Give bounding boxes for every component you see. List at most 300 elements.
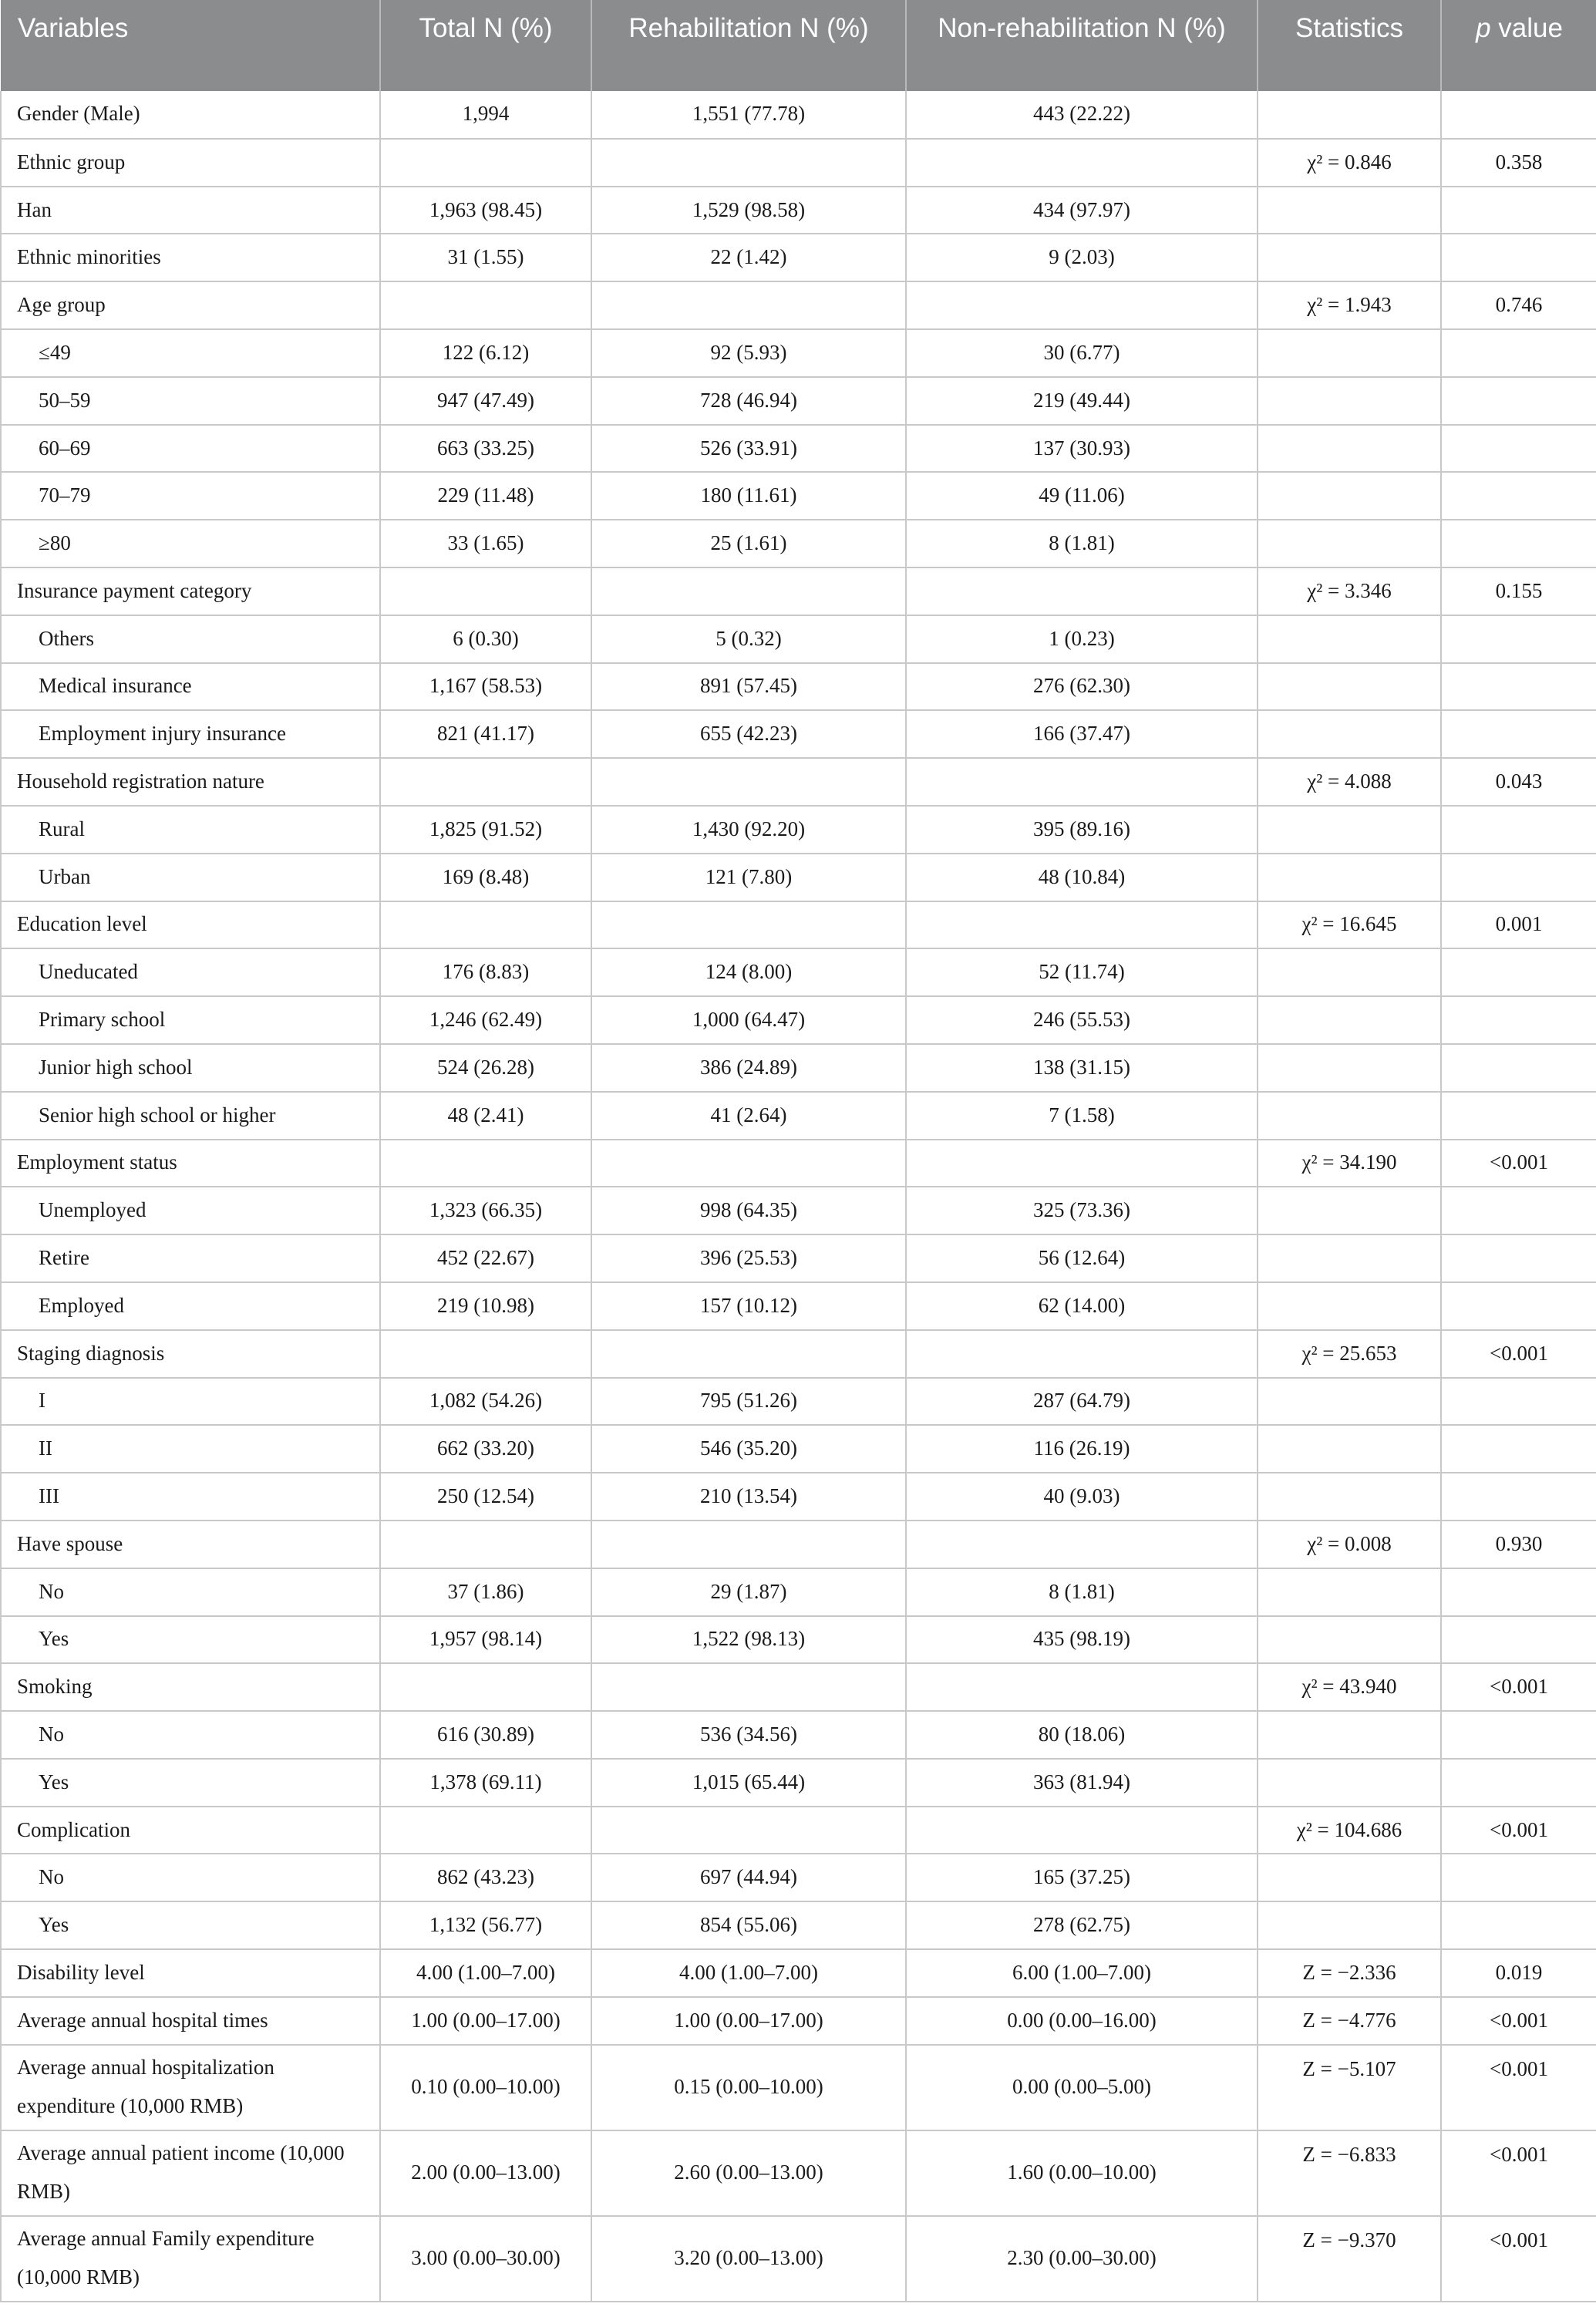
cell-non-rehabilitation: 62 (14.00)	[906, 1282, 1258, 1330]
cell-non-rehabilitation: 8 (1.81)	[906, 1568, 1258, 1616]
cell-variable: Uneducated	[1, 948, 380, 996]
cell-statistics	[1258, 663, 1441, 711]
cell-p-value: 0.930	[1441, 1521, 1596, 1568]
cell-statistics	[1258, 187, 1441, 234]
cell-variable: Senior high school or higher	[1, 1092, 380, 1140]
cell-p-value	[1441, 234, 1596, 281]
cell-rehabilitation: 998 (64.35)	[591, 1187, 906, 1234]
table-row	[1, 854, 1596, 901]
cell-statistics: χ² = 43.940	[1258, 1663, 1441, 1711]
header-rehabilitation: Rehabilitation N (%)	[591, 0, 906, 91]
cell-rehabilitation: 655 (42.23)	[591, 710, 906, 758]
cell-variable: Yes	[1, 1901, 380, 1949]
cell-non-rehabilitation	[906, 901, 1258, 949]
cell-total: 1.00 (0.00–17.00)	[380, 1997, 591, 2045]
table-row	[1, 1378, 1596, 1426]
cell-p-value: <0.001	[1441, 1140, 1596, 1187]
cell-statistics: Z = −9.370	[1258, 2216, 1441, 2302]
cell-non-rehabilitation: 165 (37.25)	[906, 1854, 1258, 1901]
cell-variable: Ethnic group	[1, 139, 380, 187]
cell-rehabilitation: 4.00 (1.00–7.00)	[591, 1949, 906, 1997]
cell-statistics	[1258, 234, 1441, 281]
cell-statistics	[1258, 806, 1441, 854]
cell-rehabilitation: 3.20 (0.00–13.00)	[591, 2216, 906, 2302]
cell-variable: Average annual hospital times	[1, 1997, 380, 2045]
cell-total: 662 (33.20)	[380, 1425, 591, 1473]
cell-total: 229 (11.48)	[380, 472, 591, 520]
cell-statistics	[1258, 1616, 1441, 1664]
cell-non-rehabilitation: 246 (55.53)	[906, 996, 1258, 1044]
table-row	[1, 1711, 1596, 1759]
cell-rehabilitation	[591, 139, 906, 187]
table-row	[1, 663, 1596, 711]
cell-p-value: 0.001	[1441, 901, 1596, 949]
cell-rehabilitation: 1,430 (92.20)	[591, 806, 906, 854]
cell-non-rehabilitation: 30 (6.77)	[906, 329, 1258, 377]
cell-variable: Staging diagnosis	[1, 1330, 380, 1378]
cell-statistics	[1258, 710, 1441, 758]
cell-variable: Age group	[1, 281, 380, 329]
cell-total: 250 (12.54)	[380, 1473, 591, 1521]
cell-p-value: 0.043	[1441, 758, 1596, 806]
cell-statistics	[1258, 1425, 1441, 1473]
cell-statistics	[1258, 1568, 1441, 1616]
cell-total: 2.00 (0.00–13.00)	[380, 2130, 591, 2216]
cell-total: 0.10 (0.00–10.00)	[380, 2045, 591, 2130]
cell-statistics: χ² = 0.008	[1258, 1521, 1441, 1568]
cell-total: 1,323 (66.35)	[380, 1187, 591, 1234]
table-row	[1, 901, 1596, 949]
cell-variable: Gender (Male)	[1, 91, 380, 139]
cell-total: 176 (8.83)	[380, 948, 591, 996]
cell-non-rehabilitation	[906, 758, 1258, 806]
cell-statistics	[1258, 1282, 1441, 1330]
header-p-value-text: p value	[1476, 13, 1563, 43]
cell-non-rehabilitation	[906, 139, 1258, 187]
cell-non-rehabilitation: 434 (97.97)	[906, 187, 1258, 234]
cell-rehabilitation: 1,000 (64.47)	[591, 996, 906, 1044]
cell-rehabilitation: 728 (46.94)	[591, 377, 906, 425]
cell-non-rehabilitation	[906, 1140, 1258, 1187]
header-row	[1, 0, 1596, 91]
cell-non-rehabilitation: 363 (81.94)	[906, 1759, 1258, 1807]
cell-p-value	[1441, 1568, 1596, 1616]
cell-variable: Junior high school	[1, 1044, 380, 1092]
cell-variable: II	[1, 1425, 380, 1473]
cell-total: 31 (1.55)	[380, 234, 591, 281]
cell-variable: No	[1, 1568, 380, 1616]
cell-variable: Unemployed	[1, 1187, 380, 1234]
cell-statistics	[1258, 1854, 1441, 1901]
cell-p-value	[1441, 1425, 1596, 1473]
cell-variable: Yes	[1, 1616, 380, 1664]
cell-total	[380, 567, 591, 615]
cell-non-rehabilitation: 278 (62.75)	[906, 1901, 1258, 1949]
cell-total: 1,082 (54.26)	[380, 1378, 591, 1426]
cell-statistics	[1258, 996, 1441, 1044]
cell-rehabilitation	[591, 1140, 906, 1187]
cell-total: 169 (8.48)	[380, 854, 591, 901]
cell-p-value	[1441, 1901, 1596, 1949]
cell-p-value: <0.001	[1441, 2045, 1596, 2130]
cell-statistics: χ² = 34.190	[1258, 1140, 1441, 1187]
table-row	[1, 1473, 1596, 1521]
cell-variable: Smoking	[1, 1663, 380, 1711]
cell-p-value	[1441, 1044, 1596, 1092]
cell-statistics	[1258, 1473, 1441, 1521]
cell-total: 862 (43.23)	[380, 1854, 591, 1901]
cell-p-value: 0.155	[1441, 567, 1596, 615]
cell-total: 122 (6.12)	[380, 329, 591, 377]
cell-statistics	[1258, 1092, 1441, 1140]
cell-p-value	[1441, 329, 1596, 377]
cell-non-rehabilitation	[906, 1330, 1258, 1378]
cell-total	[380, 901, 591, 949]
table-row	[1, 1282, 1596, 1330]
cell-variable: Primary school	[1, 996, 380, 1044]
cell-non-rehabilitation: 0.00 (0.00–5.00)	[906, 2045, 1258, 2130]
table-row	[1, 1949, 1596, 1997]
cell-rehabilitation: 697 (44.94)	[591, 1854, 906, 1901]
cell-non-rehabilitation: 1 (0.23)	[906, 615, 1258, 663]
cell-total: 33 (1.65)	[380, 520, 591, 567]
cell-non-rehabilitation: 0.00 (0.00–16.00)	[906, 1997, 1258, 2045]
cell-non-rehabilitation: 2.30 (0.00–30.00)	[906, 2216, 1258, 2302]
cell-variable: Urban	[1, 854, 380, 901]
cell-statistics: Z = −6.833	[1258, 2130, 1441, 2216]
cell-non-rehabilitation: 1.60 (0.00–10.00)	[906, 2130, 1258, 2216]
cell-non-rehabilitation	[906, 1521, 1258, 1568]
table-row	[1, 1663, 1596, 1711]
cell-non-rehabilitation: 138 (31.15)	[906, 1044, 1258, 1092]
cell-non-rehabilitation: 9 (2.03)	[906, 234, 1258, 281]
table-row	[1, 1616, 1596, 1664]
cell-p-value	[1441, 996, 1596, 1044]
cell-variable: No	[1, 1854, 380, 1901]
cell-p-value	[1441, 1187, 1596, 1234]
cell-non-rehabilitation: 49 (11.06)	[906, 472, 1258, 520]
cell-variable: ≥80	[1, 520, 380, 567]
cell-p-value: <0.001	[1441, 2130, 1596, 2216]
cell-statistics	[1258, 1187, 1441, 1234]
cell-p-value	[1441, 1616, 1596, 1664]
cell-rehabilitation: 180 (11.61)	[591, 472, 906, 520]
cell-total	[380, 1663, 591, 1711]
cell-non-rehabilitation: 443 (22.22)	[906, 91, 1258, 139]
table-row	[1, 1330, 1596, 1378]
cell-rehabilitation: 0.15 (0.00–10.00)	[591, 2045, 906, 2130]
cell-variable: Han	[1, 187, 380, 234]
table-row	[1, 1807, 1596, 1854]
cell-total: 1,994	[380, 91, 591, 139]
cell-non-rehabilitation: 137 (30.93)	[906, 425, 1258, 473]
cell-rehabilitation: 1.00 (0.00–17.00)	[591, 1997, 906, 2045]
cell-variable: Average annual hospitalization expenditure (10,000 RMB)	[1, 2045, 380, 2130]
cell-total	[380, 1521, 591, 1568]
cell-statistics: Z = −4.776	[1258, 1997, 1441, 2045]
cell-non-rehabilitation: 40 (9.03)	[906, 1473, 1258, 1521]
cell-statistics: χ² = 3.346	[1258, 567, 1441, 615]
table-row	[1, 520, 1596, 567]
cell-variable: Ethnic minorities	[1, 234, 380, 281]
cell-variable: Complication	[1, 1807, 380, 1854]
cell-non-rehabilitation: 80 (18.06)	[906, 1711, 1258, 1759]
table-row	[1, 1759, 1596, 1807]
table-row	[1, 1854, 1596, 1901]
cell-rehabilitation	[591, 901, 906, 949]
cell-non-rehabilitation: 6.00 (1.00–7.00)	[906, 1949, 1258, 1997]
cell-statistics: χ² = 104.686	[1258, 1807, 1441, 1854]
cell-statistics: χ² = 4.088	[1258, 758, 1441, 806]
table-row	[1, 2045, 1596, 2130]
cell-statistics: χ² = 16.645	[1258, 901, 1441, 949]
cell-p-value	[1441, 1711, 1596, 1759]
cell-variable: Medical insurance	[1, 663, 380, 711]
cell-total: 452 (22.67)	[380, 1234, 591, 1282]
cell-p-value	[1441, 710, 1596, 758]
cell-non-rehabilitation: 166 (37.47)	[906, 710, 1258, 758]
cell-non-rehabilitation: 435 (98.19)	[906, 1616, 1258, 1664]
cell-non-rehabilitation	[906, 1663, 1258, 1711]
table-row	[1, 996, 1596, 1044]
table-row	[1, 139, 1596, 187]
cell-rehabilitation	[591, 1521, 906, 1568]
cell-total: 663 (33.25)	[380, 425, 591, 473]
cell-variable: Employed	[1, 1282, 380, 1330]
cell-rehabilitation: 41 (2.64)	[591, 1092, 906, 1140]
cell-total	[380, 1330, 591, 1378]
cell-statistics	[1258, 1901, 1441, 1949]
table-row	[1, 615, 1596, 663]
cell-total: 616 (30.89)	[380, 1711, 591, 1759]
table-row	[1, 91, 1596, 139]
table-row	[1, 710, 1596, 758]
cell-non-rehabilitation	[906, 281, 1258, 329]
cell-non-rehabilitation: 52 (11.74)	[906, 948, 1258, 996]
table-row	[1, 187, 1596, 234]
cell-p-value	[1441, 1234, 1596, 1282]
table-row	[1, 1997, 1596, 2045]
cell-non-rehabilitation	[906, 1807, 1258, 1854]
cell-rehabilitation: 29 (1.87)	[591, 1568, 906, 1616]
table-row	[1, 1044, 1596, 1092]
header-statistics: Statistics	[1258, 0, 1441, 91]
cell-statistics	[1258, 329, 1441, 377]
cell-variable: Retire	[1, 1234, 380, 1282]
cell-total: 1,132 (56.77)	[380, 1901, 591, 1949]
cell-rehabilitation: 536 (34.56)	[591, 1711, 906, 1759]
cell-non-rehabilitation: 8 (1.81)	[906, 520, 1258, 567]
cell-variable: Household registration nature	[1, 758, 380, 806]
cell-rehabilitation: 1,522 (98.13)	[591, 1616, 906, 1664]
cell-p-value: <0.001	[1441, 1997, 1596, 2045]
cell-statistics: Z = −2.336	[1258, 1949, 1441, 1997]
cell-total: 1,378 (69.11)	[380, 1759, 591, 1807]
cell-non-rehabilitation: 116 (26.19)	[906, 1425, 1258, 1473]
cell-p-value	[1441, 425, 1596, 473]
cell-p-value: <0.001	[1441, 1807, 1596, 1854]
cell-total: 821 (41.17)	[380, 710, 591, 758]
cell-rehabilitation	[591, 758, 906, 806]
cell-variable: No	[1, 1711, 380, 1759]
cell-variable: Yes	[1, 1759, 380, 1807]
table-row	[1, 1187, 1596, 1234]
cell-p-value	[1441, 1473, 1596, 1521]
cell-total	[380, 1140, 591, 1187]
cell-total: 48 (2.41)	[380, 1092, 591, 1140]
cell-p-value	[1441, 1092, 1596, 1140]
cell-rehabilitation: 22 (1.42)	[591, 234, 906, 281]
table-row	[1, 758, 1596, 806]
cell-variable: Have spouse	[1, 1521, 380, 1568]
table-row	[1, 567, 1596, 615]
cell-p-value: <0.001	[1441, 1330, 1596, 1378]
cell-variable: Others	[1, 615, 380, 663]
table-row	[1, 472, 1596, 520]
cell-variable: ≤49	[1, 329, 380, 377]
cell-statistics	[1258, 1378, 1441, 1426]
table-row	[1, 1140, 1596, 1187]
cell-p-value	[1441, 663, 1596, 711]
table-header	[1, 0, 1596, 91]
cell-rehabilitation: 25 (1.61)	[591, 520, 906, 567]
cell-statistics	[1258, 425, 1441, 473]
cell-total: 219 (10.98)	[380, 1282, 591, 1330]
cell-variable: Education level	[1, 901, 380, 949]
cell-non-rehabilitation: 325 (73.36)	[906, 1187, 1258, 1234]
cell-statistics: χ² = 25.653	[1258, 1330, 1441, 1378]
cell-p-value	[1441, 854, 1596, 901]
table-row	[1, 1568, 1596, 1616]
cell-p-value	[1441, 472, 1596, 520]
header-total: Total N (%)	[380, 0, 591, 91]
table-row	[1, 2130, 1596, 2216]
cell-p-value	[1441, 187, 1596, 234]
cell-rehabilitation	[591, 1330, 906, 1378]
cell-variable: Employment status	[1, 1140, 380, 1187]
cell-rehabilitation	[591, 1663, 906, 1711]
cell-p-value	[1441, 91, 1596, 139]
cell-rehabilitation: 157 (10.12)	[591, 1282, 906, 1330]
cell-total: 1,167 (58.53)	[380, 663, 591, 711]
cell-variable: 70–79	[1, 472, 380, 520]
cell-total: 6 (0.30)	[380, 615, 591, 663]
table-row	[1, 1234, 1596, 1282]
cell-rehabilitation: 546 (35.20)	[591, 1425, 906, 1473]
cell-p-value	[1441, 377, 1596, 425]
cell-p-value	[1441, 948, 1596, 996]
cell-rehabilitation	[591, 281, 906, 329]
cell-statistics: Z = −5.107	[1258, 2045, 1441, 2130]
table-row	[1, 1092, 1596, 1140]
cell-rehabilitation: 210 (13.54)	[591, 1473, 906, 1521]
cell-statistics	[1258, 615, 1441, 663]
cell-statistics: χ² = 0.846	[1258, 139, 1441, 187]
cell-variable: Disability level	[1, 1949, 380, 1997]
cell-rehabilitation: 891 (57.45)	[591, 663, 906, 711]
cell-statistics	[1258, 1711, 1441, 1759]
cell-variable: Average annual patient income (10,000 RMB)	[1, 2130, 380, 2216]
cell-p-value: <0.001	[1441, 2216, 1596, 2302]
cell-non-rehabilitation: 287 (64.79)	[906, 1378, 1258, 1426]
cell-rehabilitation: 854 (55.06)	[591, 1901, 906, 1949]
cell-p-value	[1441, 1854, 1596, 1901]
table-row	[1, 329, 1596, 377]
cell-variable: Average annual Family expenditure (10,000 RMB)	[1, 2216, 380, 2302]
cell-variable: Insurance payment category	[1, 567, 380, 615]
cell-variable: III	[1, 1473, 380, 1521]
cell-non-rehabilitation: 219 (49.44)	[906, 377, 1258, 425]
table-row	[1, 281, 1596, 329]
cell-p-value	[1441, 1759, 1596, 1807]
cell-statistics	[1258, 472, 1441, 520]
cell-total: 524 (26.28)	[380, 1044, 591, 1092]
cell-p-value	[1441, 1378, 1596, 1426]
cell-p-value: <0.001	[1441, 1663, 1596, 1711]
header-non-rehabilitation: Non-rehabilitation N (%)	[906, 0, 1258, 91]
table-row	[1, 948, 1596, 996]
cell-non-rehabilitation: 48 (10.84)	[906, 854, 1258, 901]
cell-non-rehabilitation: 7 (1.58)	[906, 1092, 1258, 1140]
cell-rehabilitation: 2.60 (0.00–13.00)	[591, 2130, 906, 2216]
cell-variable: 60–69	[1, 425, 380, 473]
cell-p-value	[1441, 806, 1596, 854]
cell-rehabilitation: 526 (33.91)	[591, 425, 906, 473]
table-row	[1, 1521, 1596, 1568]
cell-rehabilitation: 124 (8.00)	[591, 948, 906, 996]
cell-total: 1,825 (91.52)	[380, 806, 591, 854]
cell-rehabilitation: 1,015 (65.44)	[591, 1759, 906, 1807]
cell-p-value: 0.746	[1441, 281, 1596, 329]
cell-statistics	[1258, 520, 1441, 567]
cell-total	[380, 281, 591, 329]
table-row	[1, 2216, 1596, 2302]
cell-statistics	[1258, 948, 1441, 996]
cell-rehabilitation: 92 (5.93)	[591, 329, 906, 377]
cell-rehabilitation: 1,529 (98.58)	[591, 187, 906, 234]
cell-total: 947 (47.49)	[380, 377, 591, 425]
cell-statistics	[1258, 377, 1441, 425]
cell-statistics	[1258, 91, 1441, 139]
cell-total	[380, 1807, 591, 1854]
cell-variable: Rural	[1, 806, 380, 854]
cell-rehabilitation: 386 (24.89)	[591, 1044, 906, 1092]
table-row	[1, 425, 1596, 473]
cell-rehabilitation: 121 (7.80)	[591, 854, 906, 901]
cell-p-value: 0.019	[1441, 1949, 1596, 1997]
cell-p-value	[1441, 520, 1596, 567]
cell-total: 37 (1.86)	[380, 1568, 591, 1616]
cell-p-value: 0.358	[1441, 139, 1596, 187]
cell-rehabilitation	[591, 1807, 906, 1854]
cell-statistics	[1258, 1044, 1441, 1092]
cell-rehabilitation: 5 (0.32)	[591, 615, 906, 663]
cell-statistics	[1258, 854, 1441, 901]
cell-non-rehabilitation	[906, 567, 1258, 615]
cell-p-value	[1441, 1282, 1596, 1330]
cell-total: 1,963 (98.45)	[380, 187, 591, 234]
cell-non-rehabilitation: 56 (12.64)	[906, 1234, 1258, 1282]
table-row	[1, 1901, 1596, 1949]
cell-non-rehabilitation: 395 (89.16)	[906, 806, 1258, 854]
table-row	[1, 806, 1596, 854]
table-row	[1, 234, 1596, 281]
cell-total: 4.00 (1.00–7.00)	[380, 1949, 591, 1997]
cell-total	[380, 139, 591, 187]
cell-variable: 50–59	[1, 377, 380, 425]
table-body	[1, 91, 1596, 2302]
cell-rehabilitation: 396 (25.53)	[591, 1234, 906, 1282]
